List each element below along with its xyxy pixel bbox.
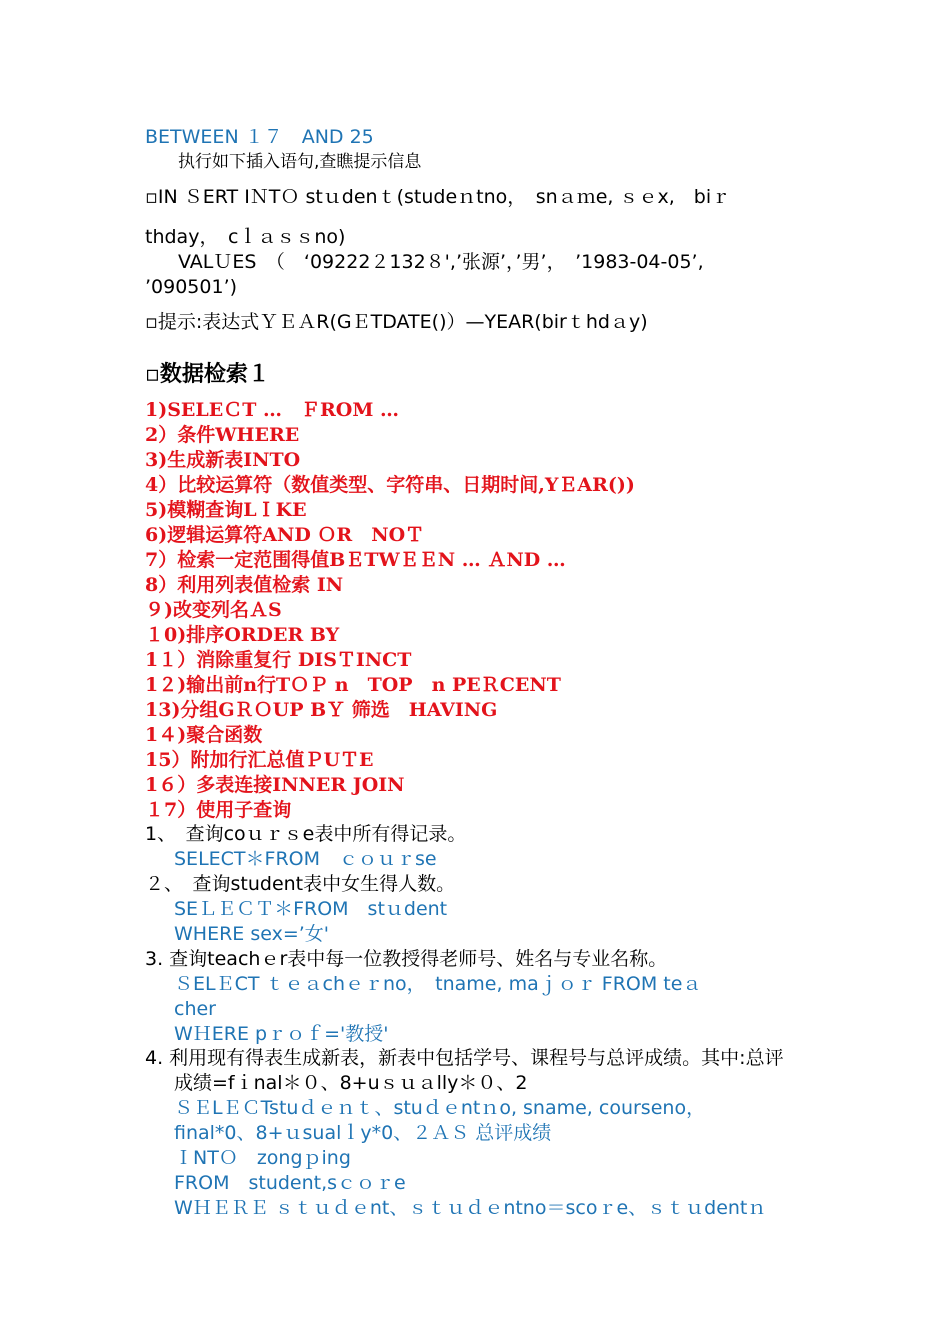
question-3-sql-line-3: WＨERE pｒｏｆ='教授' (174, 1023, 389, 1045)
list-item: 2）条件WHERE (145, 424, 300, 446)
list-item: 1)SELEＣT … ＦROM … (145, 399, 399, 421)
list-item: 1２)输出前n行TＯＰ n TOP n PEＲCENT (145, 674, 561, 696)
question-1-sql: SELECT＊FROM ｃｏｕｒse (174, 848, 437, 870)
question-3: 3. 查询teachｅr表中每一位教授得老师号、姓名与专业名称。 (145, 948, 668, 970)
question-2-sql-line-1: SEＬＥＣＴ＊FROM stｕdent (174, 898, 448, 920)
question-2: ２、 查询student表中女生得人数。 (145, 873, 456, 895)
question-4-sql-line-3: ＩNTＯ zongｐing (174, 1147, 351, 1169)
question-4-sql-line-5: WＨＥＲＥ ｓｔｕｄｅnt、ｓｔｕｄｅntno＝scoｒe、ｓｔｕdentｎ (174, 1197, 767, 1219)
question-3-sql-line-1: ＳELＥCT ｔｅａchｅｒno， tname, maｊｏｒ FROM teａ (174, 973, 702, 995)
list-item: ９)改变列名ＡS (145, 599, 282, 621)
list-item: 1４)聚合函数 (145, 724, 263, 746)
list-item: 5)模糊查询LＩKE (145, 499, 307, 521)
insert-statement-line-2: thday， cｌａｓｓno) (145, 226, 346, 248)
between-clause: BETWEEN １７ AND 25 (145, 126, 374, 148)
list-item: 8）利用列表值检索 IN (145, 574, 344, 596)
question-4-sql-line-2: final*0、8+ｕsualｌy*0、２ＡＳ 总评成绩 (174, 1122, 552, 1144)
list-item: 3)生成新表INTO (145, 449, 301, 471)
list-item: 7）检索一定范围得值BＥTWＥＥN … ＡND … (145, 549, 566, 571)
question-4-sql-line-1: ＳＥLＥＣTstuｄｅｎｔ、stuｄｅntｎo, sname, courseno， (174, 1097, 706, 1119)
list-item: 4）比较运算符（数值类型、字符串、日期时间,YＥAR()) (145, 474, 635, 496)
question-4-sql-line-4: FROM student,sｃｏｒe (174, 1172, 406, 1194)
insert-statement-line-1: ▫IN ＳERT IＮTＯ stｕdenｔ(studeｎtno， snａｍe, ｓｅx, biｒ (145, 186, 731, 208)
list-item: 1１）消除重复行 DISＴINCT (145, 649, 412, 671)
list-item: 1６）多表连接INNER JOIN (145, 774, 405, 796)
values-line-2: ’090501’) (145, 276, 238, 298)
list-item: １0)排序ORDER BY (145, 624, 340, 646)
question-1: 1、 查询coｕｒｓe表中所有得记录。 (145, 823, 467, 845)
question-4-line-2: 成绩=fｉnal＊０、8+uｓｕａlly＊０、2 (174, 1072, 528, 1094)
question-4-line-1: 4. 利用现有得表生成新表，新表中包括学号、课程号与总评成绩。其中:总评 (145, 1047, 784, 1069)
hint-line: ▫提示:表达式ＹＥＡR(GＥTDATE()）—YEAR(birｔhdａy) (145, 311, 648, 333)
question-3-sql-line-2: cher (174, 998, 216, 1020)
list-item: 6)逻辑运算符AND ＯR NOＴ (145, 524, 425, 546)
question-2-sql-line-2: WHERE sex=’女' (174, 923, 330, 945)
list-item: １7）使用子查询 (145, 799, 292, 821)
exec-note: 执行如下插入语句,查瞧提示信息 (178, 152, 422, 172)
list-item: 13)分组GＲＯUP BＹ 筛选 HAVING (145, 699, 498, 721)
list-item: 15）附加行汇总值ＰUＴE (145, 749, 374, 771)
section-heading: ▫数据检索１ (145, 361, 270, 387)
values-line-1: VALＵES （ ‘09222２132８',’张源’，’男’， ’1983-04-05’, (178, 251, 704, 273)
